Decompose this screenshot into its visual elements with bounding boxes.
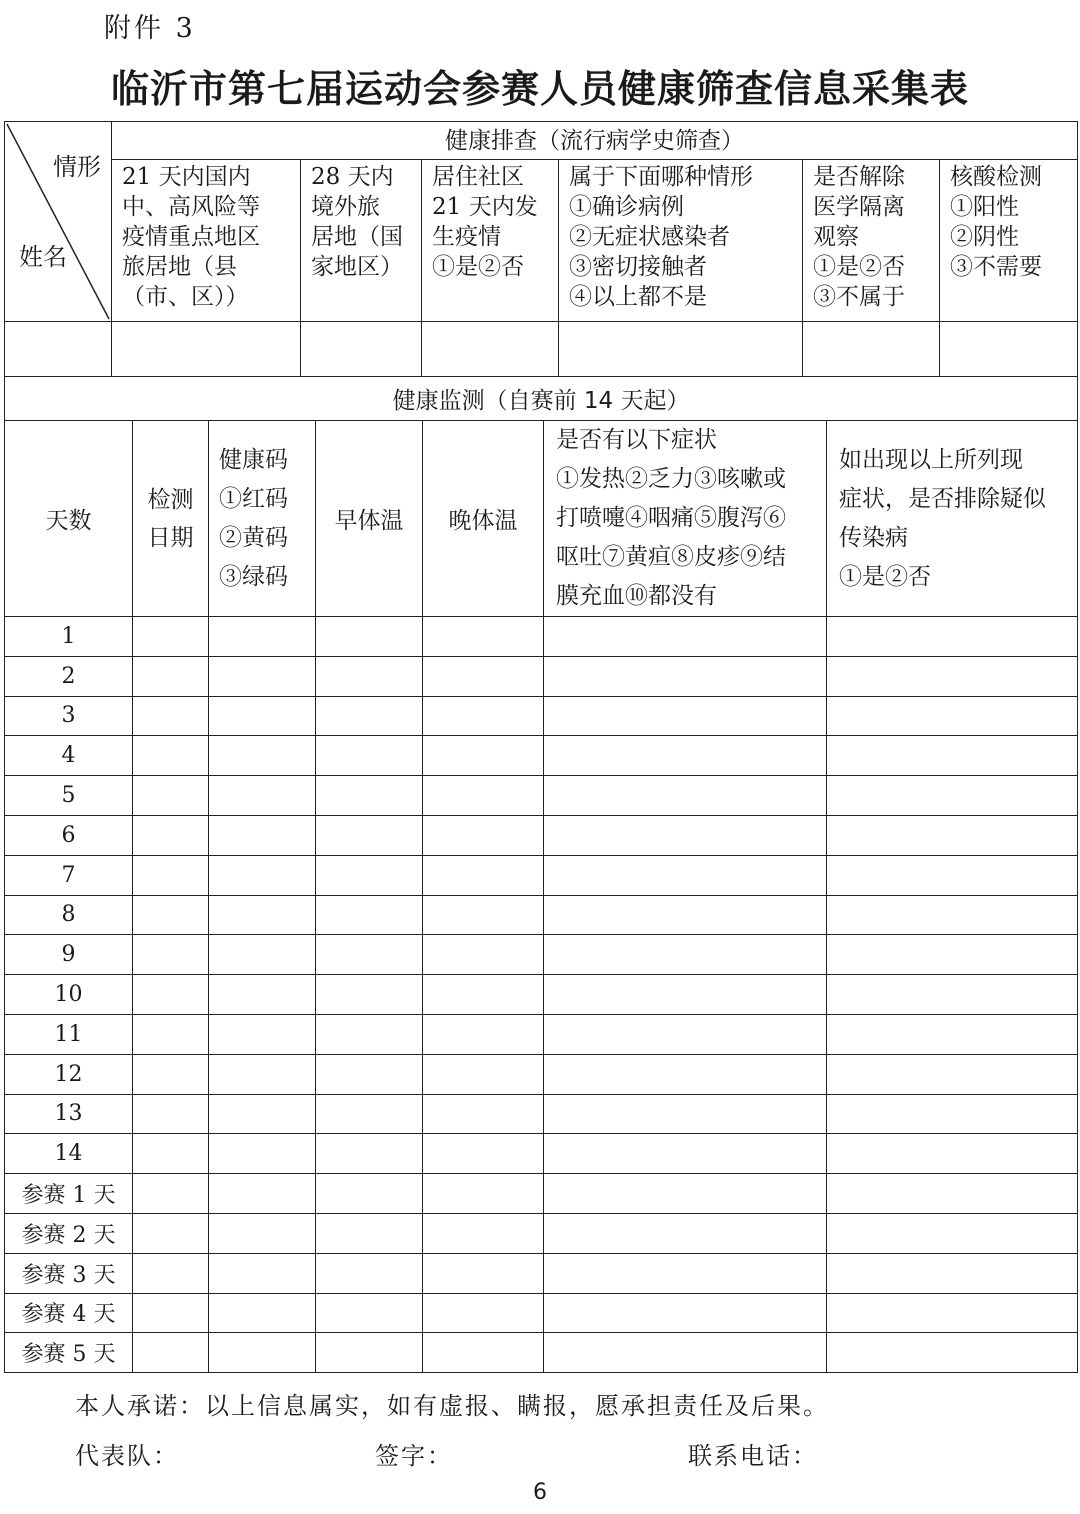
morning-temp-cell[interactable] <box>316 1253 423 1293</box>
exclude-cell[interactable] <box>827 895 1078 935</box>
day-label: 4 <box>5 736 133 776</box>
entry-cell-case-type[interactable] <box>559 322 803 377</box>
symptoms-cell[interactable] <box>544 815 827 855</box>
evening-temp-cell[interactable] <box>423 696 544 736</box>
health-code-cell[interactable] <box>209 975 316 1015</box>
morning-temp-cell[interactable] <box>316 1014 423 1054</box>
col-header-days: 天数 <box>5 421 133 617</box>
health-code-cell[interactable] <box>209 855 316 895</box>
health-code-cell[interactable] <box>209 1174 316 1214</box>
health-code-cell[interactable] <box>209 1094 316 1134</box>
monitoring-row <box>5 855 1078 895</box>
pledge-statement: 本人承诺：以上信息属实，如有虚报、瞒报，愿承担责任及后果。 <box>75 1392 829 1420</box>
health-code-cell[interactable] <box>209 736 316 776</box>
morning-temp-cell[interactable] <box>316 935 423 975</box>
day-label: 参赛 2 天 <box>5 1213 133 1253</box>
monitoring-row <box>5 1094 1078 1134</box>
morning-temp-cell[interactable] <box>316 855 423 895</box>
test-date-cell[interactable] <box>133 696 209 736</box>
health-code-cell[interactable] <box>209 1333 316 1373</box>
day-label: 参赛 3 天 <box>5 1253 133 1293</box>
day-label: 5 <box>5 776 133 816</box>
monitoring-row <box>5 1174 1078 1214</box>
morning-temp-cell[interactable] <box>316 1174 423 1214</box>
day-label: 2 <box>5 656 133 696</box>
col-header-exclude-infection: 如出现以上所列现 症状，是否排除疑似 传染病 ①是②否 <box>827 421 1078 617</box>
test-date-cell[interactable] <box>133 1014 209 1054</box>
monitoring-row <box>5 1134 1078 1174</box>
test-date-cell[interactable] <box>133 776 209 816</box>
symptoms-cell[interactable] <box>544 935 827 975</box>
exclude-cell[interactable] <box>827 1094 1078 1134</box>
evening-temp-cell[interactable] <box>423 1174 544 1214</box>
health-code-cell[interactable] <box>209 656 316 696</box>
day-label: 6 <box>5 815 133 855</box>
test-date-cell[interactable] <box>133 736 209 776</box>
health-code-cell[interactable] <box>209 776 316 816</box>
corner-label-name: 姓名 <box>19 243 67 271</box>
symptoms-cell[interactable] <box>544 776 827 816</box>
health-code-cell[interactable] <box>209 1014 316 1054</box>
test-date-cell[interactable] <box>133 855 209 895</box>
morning-temp-cell[interactable] <box>316 815 423 855</box>
symptoms-cell[interactable] <box>544 975 827 1015</box>
evening-temp-cell[interactable] <box>423 895 544 935</box>
exclude-cell[interactable] <box>827 975 1078 1015</box>
day-label: 14 <box>5 1134 133 1174</box>
symptoms-cell[interactable] <box>544 1134 827 1174</box>
morning-temp-cell[interactable] <box>316 776 423 816</box>
morning-temp-cell[interactable] <box>316 1134 423 1174</box>
exclude-cell[interactable] <box>827 1213 1078 1253</box>
health-code-cell[interactable] <box>209 1253 316 1293</box>
health-code-cell[interactable] <box>209 815 316 855</box>
phone-label: 联系电话： <box>688 1442 818 1470</box>
symptoms-cell[interactable] <box>544 895 827 935</box>
health-code-cell[interactable] <box>209 935 316 975</box>
monitoring-table <box>4 376 1078 1373</box>
screening-col-community: 居住社区 21 天内发 生疫情 ①是②否 <box>422 160 559 322</box>
exclude-cell[interactable] <box>827 656 1078 696</box>
entry-cell-domestic-risk[interactable] <box>112 322 301 377</box>
symptoms-cell[interactable] <box>544 1253 827 1293</box>
health-code-cell[interactable] <box>209 696 316 736</box>
morning-temp-cell[interactable] <box>316 1333 423 1373</box>
monitoring-row <box>5 736 1078 776</box>
monitoring-row <box>5 1253 1078 1293</box>
day-label: 13 <box>5 1094 133 1134</box>
screening-entry-row <box>5 322 1078 377</box>
entry-cell-name[interactable] <box>5 322 112 377</box>
morning-temp-cell[interactable] <box>316 736 423 776</box>
test-date-cell[interactable] <box>133 1333 209 1373</box>
evening-temp-cell[interactable] <box>423 736 544 776</box>
entry-cell-community[interactable] <box>422 322 559 377</box>
page-title: 临沂市第七届运动会参赛人员健康筛查信息采集表 <box>110 67 969 111</box>
symptoms-cell[interactable] <box>544 617 827 657</box>
symptoms-cell[interactable] <box>544 656 827 696</box>
test-date-cell[interactable] <box>133 1213 209 1253</box>
exclude-cell[interactable] <box>827 815 1078 855</box>
col-header-symptoms: 是否有以下症状 ①发热②乏力③咳嗽或 打喷嚏④咽痛⑤腹泻⑥ 呕吐⑦黄疸⑧皮疹⑨结 膜充血⑩都没有 <box>544 421 827 617</box>
evening-temp-cell[interactable] <box>423 1134 544 1174</box>
day-label: 9 <box>5 935 133 975</box>
exclude-cell[interactable] <box>827 617 1078 657</box>
team-label: 代表队： <box>75 1442 179 1470</box>
exclude-cell[interactable] <box>827 1174 1078 1214</box>
evening-temp-cell[interactable] <box>423 1253 544 1293</box>
test-date-cell[interactable] <box>133 617 209 657</box>
exclude-cell[interactable] <box>827 1293 1078 1333</box>
morning-temp-cell[interactable] <box>316 617 423 657</box>
test-date-cell[interactable] <box>133 975 209 1015</box>
test-date-cell[interactable] <box>133 1094 209 1134</box>
symptoms-cell[interactable] <box>544 736 827 776</box>
symptoms-cell[interactable] <box>544 1174 827 1214</box>
day-label: 12 <box>5 1054 133 1094</box>
health-code-cell[interactable] <box>209 617 316 657</box>
symptoms-cell[interactable] <box>544 1293 827 1333</box>
symptoms-cell[interactable] <box>544 1054 827 1094</box>
evening-temp-cell[interactable] <box>423 656 544 696</box>
symptoms-cell[interactable] <box>544 855 827 895</box>
symptoms-cell[interactable] <box>544 1333 827 1373</box>
col-header-health-code: 健康码 ①红码 ②黄码 ③绿码 <box>209 421 316 617</box>
morning-temp-cell[interactable] <box>316 656 423 696</box>
morning-temp-cell[interactable] <box>316 696 423 736</box>
test-date-cell[interactable] <box>133 1253 209 1293</box>
test-date-cell[interactable] <box>133 815 209 855</box>
monitoring-row <box>5 815 1078 855</box>
corner-header-cell <box>5 122 112 322</box>
exclude-cell[interactable] <box>827 1333 1078 1373</box>
day-label: 参赛 1 天 <box>5 1174 133 1214</box>
test-date-cell[interactable] <box>133 1293 209 1333</box>
evening-temp-cell[interactable] <box>423 1054 544 1094</box>
entry-cell-nucleic-test[interactable] <box>940 322 1078 377</box>
monitoring-section-title: 健康监测（自赛前 14 天起） <box>5 377 1078 421</box>
symptoms-cell[interactable] <box>544 1213 827 1253</box>
health-code-cell[interactable] <box>209 1054 316 1094</box>
signature-label: 签字： <box>375 1442 453 1470</box>
entry-cell-overseas[interactable] <box>301 322 422 377</box>
exclude-cell[interactable] <box>827 1014 1078 1054</box>
evening-temp-cell[interactable] <box>423 815 544 855</box>
day-label: 11 <box>5 1014 133 1054</box>
symptoms-cell[interactable] <box>544 1094 827 1134</box>
screening-col-quarantine: 是否解除 医学隔离 观察 ①是②否 ③不属于 <box>803 160 940 322</box>
test-date-cell[interactable] <box>133 895 209 935</box>
evening-temp-cell[interactable] <box>423 1333 544 1373</box>
evening-temp-cell[interactable] <box>423 855 544 895</box>
monitoring-row <box>5 1054 1078 1094</box>
evening-temp-cell[interactable] <box>423 776 544 816</box>
screening-col-domestic-risk: 21 天内国内 中、高风险等 疫情重点地区 旅居地（县 （市、区）） <box>112 160 301 322</box>
morning-temp-cell[interactable] <box>316 975 423 1015</box>
corner-label-situation: 情形 <box>53 153 101 181</box>
symptoms-cell[interactable] <box>544 1014 827 1054</box>
health-code-cell[interactable] <box>209 1293 316 1333</box>
day-label: 参赛 4 天 <box>5 1293 133 1333</box>
monitoring-row <box>5 1293 1078 1333</box>
morning-temp-cell[interactable] <box>316 1213 423 1253</box>
monitoring-row <box>5 776 1078 816</box>
attachment-label: 附件 3 <box>104 13 196 44</box>
monitoring-row <box>5 696 1078 736</box>
page-number: 6 <box>533 1480 547 1505</box>
day-label: 参赛 5 天 <box>5 1333 133 1373</box>
col-header-evening-temp: 晚体温 <box>423 421 544 617</box>
evening-temp-cell[interactable] <box>423 1094 544 1134</box>
day-label: 7 <box>5 855 133 895</box>
test-date-cell[interactable] <box>133 1134 209 1174</box>
screening-col-overseas: 28 天内 境外旅 居地（国 家地区） <box>301 160 422 322</box>
exclude-cell[interactable] <box>827 935 1078 975</box>
test-date-cell[interactable] <box>133 1174 209 1214</box>
monitoring-row <box>5 935 1078 975</box>
morning-temp-cell[interactable] <box>316 1293 423 1333</box>
day-label: 3 <box>5 696 133 736</box>
exclude-cell[interactable] <box>827 1134 1078 1174</box>
screening-section-title: 健康排查（流行病学史筛查） <box>112 122 1078 160</box>
col-header-test-date: 检测 日期 <box>133 421 209 617</box>
test-date-cell[interactable] <box>133 935 209 975</box>
evening-temp-cell[interactable] <box>423 1014 544 1054</box>
screening-col-case-type: 属于下面哪种情形 ①确诊病例 ②无症状感染者 ③密切接触者 ④以上都不是 <box>559 160 803 322</box>
exclude-cell[interactable] <box>827 1054 1078 1094</box>
test-date-cell[interactable] <box>133 656 209 696</box>
day-label: 10 <box>5 975 133 1015</box>
day-label: 1 <box>5 617 133 657</box>
monitoring-row <box>5 1333 1078 1373</box>
monitoring-row <box>5 617 1078 657</box>
health-code-cell[interactable] <box>209 1134 316 1174</box>
symptoms-cell[interactable] <box>544 696 827 736</box>
evening-temp-cell[interactable] <box>423 1293 544 1333</box>
day-label: 8 <box>5 895 133 935</box>
exclude-cell[interactable] <box>827 736 1078 776</box>
evening-temp-cell[interactable] <box>423 617 544 657</box>
morning-temp-cell[interactable] <box>316 1094 423 1134</box>
evening-temp-cell[interactable] <box>423 935 544 975</box>
exclude-cell[interactable] <box>827 696 1078 736</box>
screening-col-nucleic-test: 核酸检测 ①阳性 ②阴性 ③不需要 <box>940 160 1078 322</box>
exclude-cell[interactable] <box>827 855 1078 895</box>
monitoring-row <box>5 1014 1078 1054</box>
evening-temp-cell[interactable] <box>423 975 544 1015</box>
test-date-cell[interactable] <box>133 1054 209 1094</box>
exclude-cell[interactable] <box>827 776 1078 816</box>
monitoring-row <box>5 656 1078 696</box>
screening-table <box>4 121 1078 377</box>
monitoring-row <box>5 895 1078 935</box>
entry-cell-quarantine[interactable] <box>803 322 940 377</box>
col-header-morning-temp: 早体温 <box>316 421 423 617</box>
health-code-cell[interactable] <box>209 1213 316 1253</box>
evening-temp-cell[interactable] <box>423 1213 544 1253</box>
monitoring-row <box>5 1213 1078 1253</box>
morning-temp-cell[interactable] <box>316 1054 423 1094</box>
morning-temp-cell[interactable] <box>316 895 423 935</box>
monitoring-row <box>5 975 1078 1015</box>
health-code-cell[interactable] <box>209 895 316 935</box>
exclude-cell[interactable] <box>827 1253 1078 1293</box>
